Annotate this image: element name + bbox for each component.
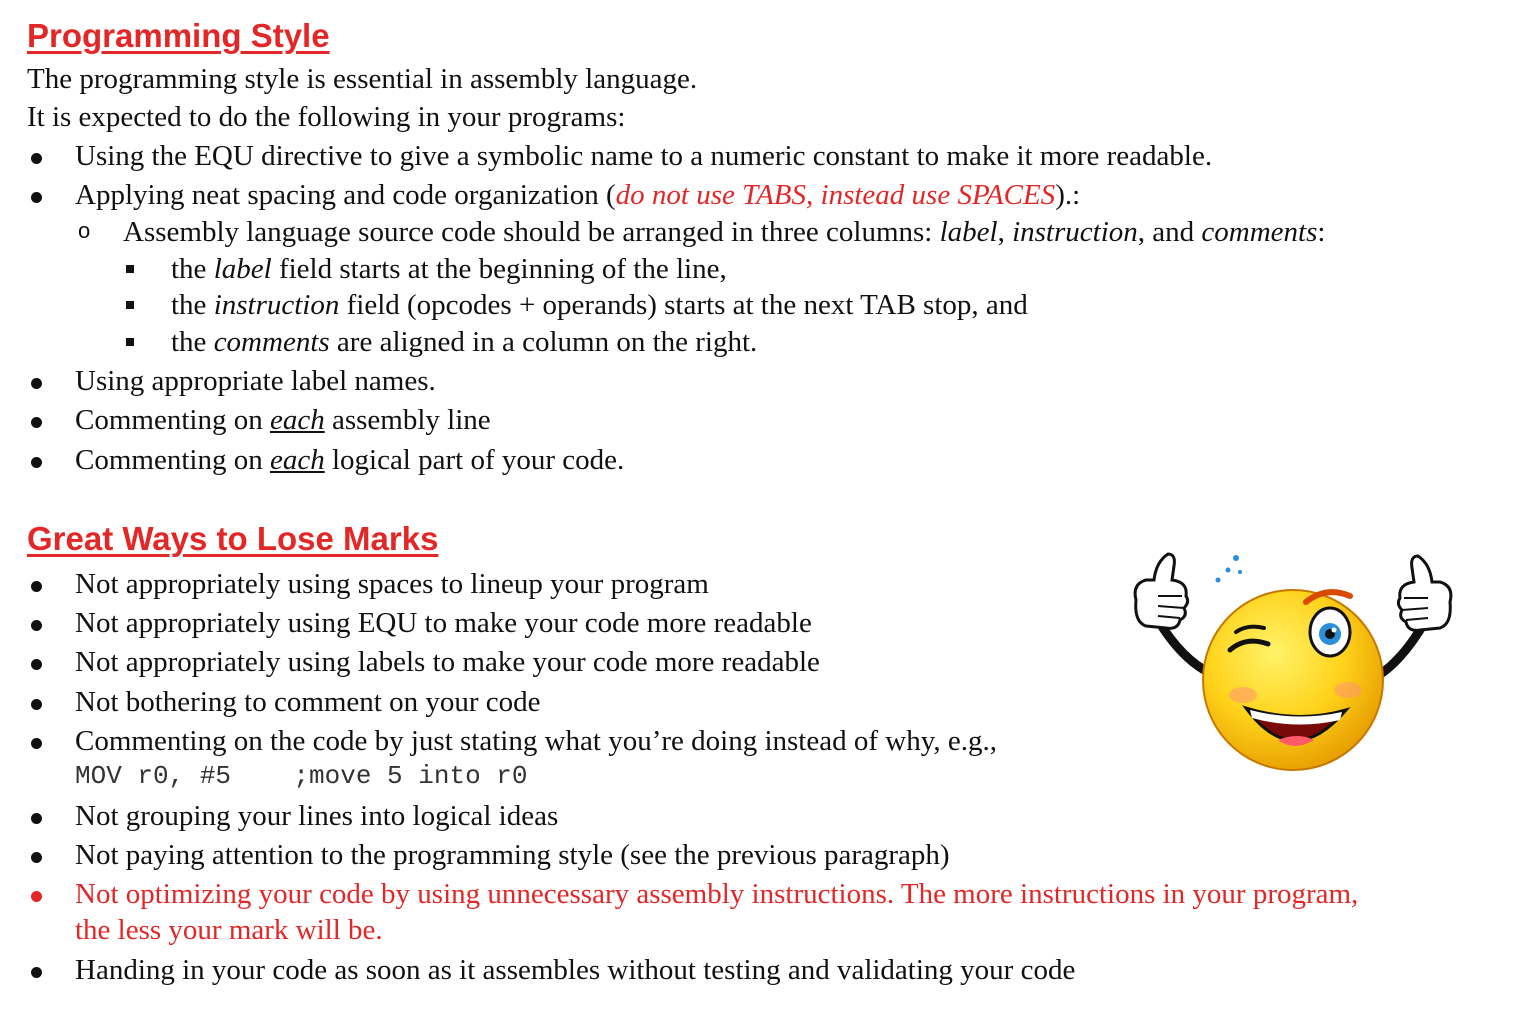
emphasis: label bbox=[213, 253, 272, 285]
list-item bbox=[171, 324, 757, 360]
text: the bbox=[171, 326, 214, 358]
bullet-icon bbox=[31, 852, 42, 863]
text: are aligned in a column on the right. bbox=[329, 326, 758, 358]
bullet-icon bbox=[31, 153, 42, 164]
square-bullet-icon bbox=[126, 338, 134, 346]
text: ).: bbox=[1055, 179, 1081, 211]
square-bullet-icon bbox=[126, 265, 134, 273]
list-item: Not grouping your lines into logical ideas bbox=[75, 800, 559, 832]
text: , bbox=[997, 216, 1013, 248]
heading-great-ways-to-lose-marks: Great Ways to Lose Marks bbox=[27, 520, 439, 557]
text: the bbox=[171, 253, 214, 285]
emphasis: comments bbox=[1201, 216, 1318, 248]
list-item-continuation: the less your mark will be. bbox=[75, 914, 383, 946]
list-item: Not appropriately using EQU to make your code more readable bbox=[75, 607, 812, 639]
bullet-icon bbox=[31, 891, 42, 902]
bullet-icon bbox=[31, 738, 42, 749]
emphasis: comments bbox=[213, 326, 330, 358]
text: field starts at the beginning of the line, bbox=[271, 253, 727, 285]
text: , and bbox=[1137, 216, 1202, 248]
list-item: Not optimizing your code by using unnecessary assembly instructions. The more instructions in your program, bbox=[75, 878, 1359, 910]
list-item bbox=[75, 177, 1080, 213]
bullet-icon bbox=[31, 192, 42, 203]
underlined-emphasis: each bbox=[269, 444, 325, 476]
list-item: Using appropriate label names. bbox=[75, 365, 436, 397]
bullet-icon bbox=[31, 417, 42, 428]
list-item: Not bothering to comment on your code bbox=[75, 686, 541, 718]
list-item bbox=[171, 287, 1028, 323]
square-bullet-icon bbox=[126, 301, 134, 309]
bullet-icon bbox=[31, 620, 42, 631]
bullet-icon bbox=[31, 813, 42, 824]
code-example: MOV r0, #5 ;move 5 into r0 bbox=[75, 761, 528, 791]
list-item: Not appropriately using labels to make your code more readable bbox=[75, 646, 820, 678]
text: Assembly language source code should be arranged in three columns: bbox=[123, 216, 940, 248]
text: Commenting on bbox=[75, 444, 270, 476]
intro-line-1: The programming style is essential in assembly language. bbox=[27, 63, 698, 95]
text: the bbox=[171, 289, 214, 321]
bullet-icon bbox=[31, 378, 42, 389]
intro-line-2: It is expected to do the following in your programs: bbox=[27, 101, 626, 133]
text: Applying neat spacing and code organization ( bbox=[75, 179, 616, 211]
winking-thumbs-up-smiley-icon bbox=[1118, 540, 1468, 800]
bullet-icon bbox=[31, 659, 42, 670]
text: logical part of your code. bbox=[324, 444, 625, 476]
heading-programming-style: Programming Style bbox=[27, 17, 330, 54]
text: Commenting on bbox=[75, 404, 270, 436]
text: field (opcodes + operands) starts at the next TAB stop, and bbox=[339, 289, 1028, 321]
list-item bbox=[123, 214, 1325, 250]
list-item: Not paying attention to the programming style (see the previous paragraph) bbox=[75, 839, 950, 871]
list-item: Not appropriately using spaces to lineup your program bbox=[75, 568, 709, 600]
list-item: Handing in your code as soon as it assembles without testing and validating your code bbox=[75, 954, 1076, 986]
list-item: Using the EQU directive to give a symbolic name to a numeric constant to make it more readable. bbox=[75, 140, 1213, 172]
bullet-icon bbox=[31, 457, 42, 468]
bullet-icon bbox=[31, 581, 42, 592]
emphasis: label bbox=[939, 216, 998, 248]
bullet-icon bbox=[31, 699, 42, 710]
underlined-emphasis: each bbox=[269, 404, 325, 436]
emphasis: instruction bbox=[213, 289, 340, 321]
text: assembly line bbox=[324, 404, 491, 436]
hollow-circle-icon: o bbox=[78, 218, 91, 243]
emphasis: instruction bbox=[1012, 216, 1138, 248]
red-emphasis: do not use TABS, instead use SPACES bbox=[615, 179, 1056, 211]
bullet-icon bbox=[31, 967, 42, 978]
list-item bbox=[171, 251, 727, 287]
text: : bbox=[1317, 216, 1326, 248]
list-item bbox=[75, 442, 624, 478]
list-item bbox=[75, 402, 491, 438]
list-item: Commenting on the code by just stating what you’re doing instead of why, e.g., bbox=[75, 725, 997, 757]
